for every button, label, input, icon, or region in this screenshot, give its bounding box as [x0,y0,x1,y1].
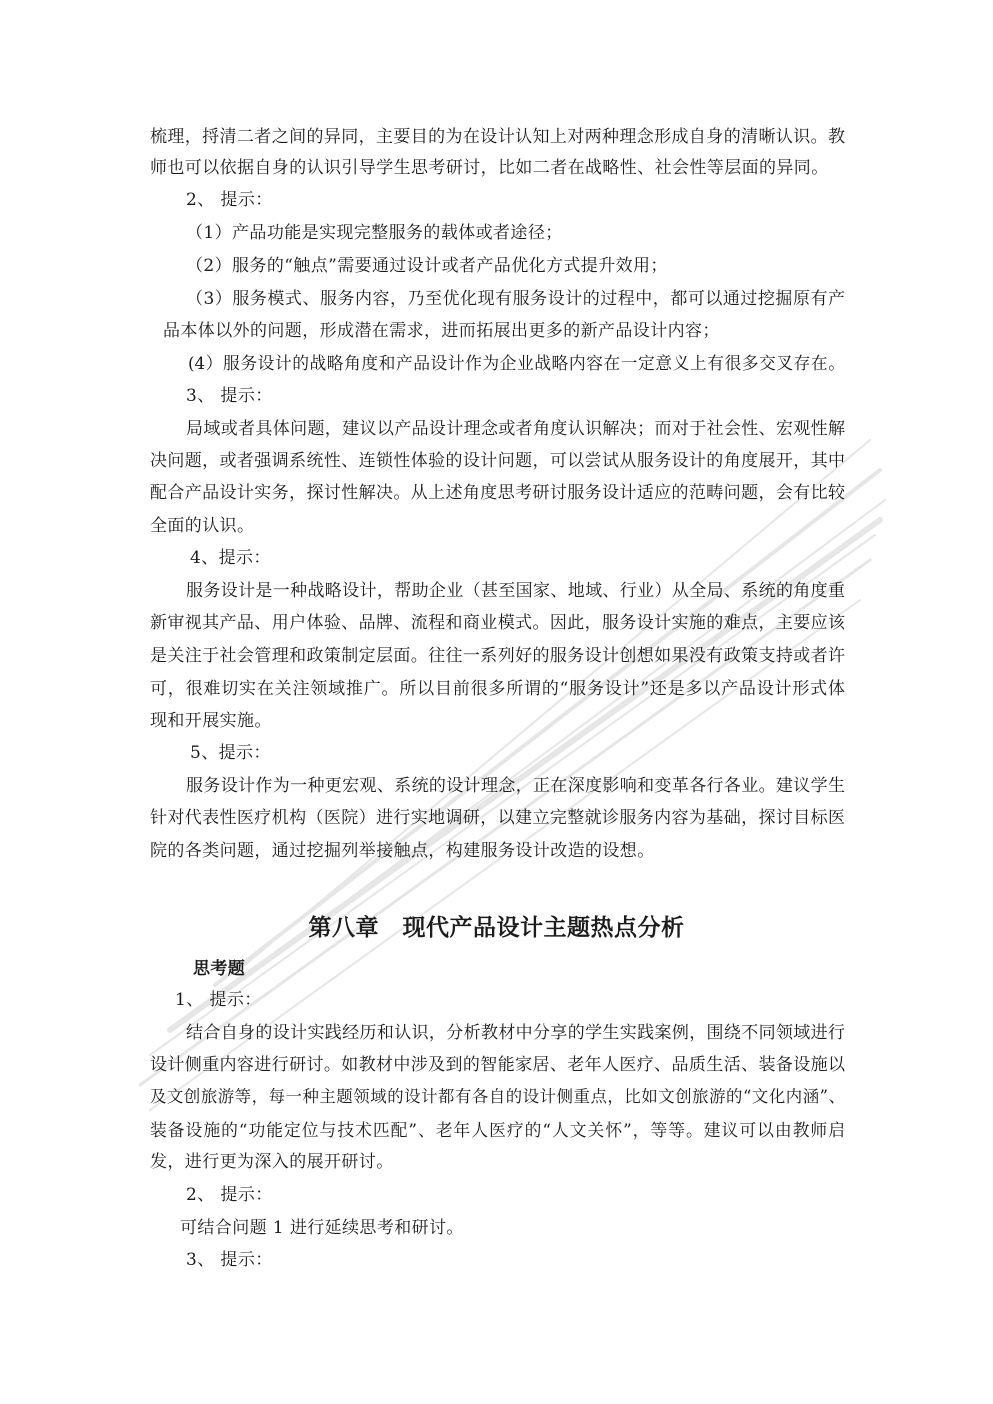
paragraph-line: 决问题，或者强调系统性、连锁性体验的设计问题，可以尝试从服务设计的角度展开，其中 [150,451,845,471]
paragraph-line: 服务设计是一种战略设计，帮助企业（甚至国家、地域、行业）从全局、系统的角度重 [186,581,845,601]
paragraph-line: 梳理，捋清二者之间的异同，主要目的为在设计认知上对两种理念形成自身的清晰认识。教 [150,127,845,147]
hint-label: 1、 提示： [175,990,262,1010]
chapter-title: 第八章 现代产品设计主题热点分析 [308,914,685,941]
hint-label: 2、 提示： [186,1185,273,1205]
list-item-continuation: 品本体以外的问题，形成潜在需求，进而拓展出更多的新产品设计内容； [163,321,720,341]
list-item: （3）服务模式、服务内容，乃至优化现有服务设计的过程中，都可以通过挖掘原有产 [186,289,845,309]
list-item: (4）服务设计的战略角度和产品设计作为企业战略内容在一定意义上有很多交叉存在。 [188,353,845,373]
hint-label: 4、提示： [190,548,271,568]
paragraph-line: 配合产品设计实务，探讨性解决。从上述角度思考研讨服务设计适应的范畴问题，会有比较 [150,483,845,503]
paragraph-line: 发，进行更为深入的展开研讨。 [150,1152,394,1172]
paragraph-line: 是关注于社会管理和政策制定层面。往往一系列好的服务设计创想如果没有政策支持或者许 [150,646,845,666]
list-item: （1）产品功能是实现完整服务的载体或者途径； [186,223,563,243]
hint-label: 3、 提示： [186,386,273,406]
paragraph-line: 装备设施的“功能定位与技术匹配”、老年人医疗的“人文关怀”，等等。建议可以由教师启 [150,1120,845,1140]
paragraph-line: 全面的认识。 [150,516,255,536]
hint-label: 3、 提示： [186,1250,273,1270]
paragraph-line: 及文创旅游等，每一种主题领域的设计都有各自的设计侧重点，比如文创旅游的“文化内涵”、 [150,1087,845,1106]
paragraph-line: 局域或者具体问题，建议以产品设计理念或者角度认识解决；而对于社会性、宏观性解 [186,419,845,439]
paragraph-line: 现和开展实施。 [150,711,272,731]
paragraph-line: 服务设计作为一种更宏观、系统的设计理念，正在深度影响和变革各行各业。建议学生 [186,776,845,796]
paragraph-line: 师也可以依据自身的认识引导学生思考研讨，比如二者在战略性、社会性等层面的异同。 [150,158,829,178]
paragraph-line: 可，很难切实在关注领域推广。所以目前很多所谓的“服务设计”还是多以产品设计形式体 [150,679,845,699]
list-item: （2）服务的“触点”需要通过设计或者产品优化方式提升效用； [186,256,668,276]
paragraph-line: 可结合问题 1 进行延续思考和研讨。 [180,1218,464,1238]
paragraph-line: 针对代表性医疗机构（医院）进行实地调研，以建立完整就诊服务内容为基础，探讨目标医 [150,808,845,828]
paragraph-line: 新审视其产品、用户体验、品牌、流程和商业模式。因此，服务设计实施的难点，主要应该 [150,613,845,633]
paragraph-line: 设计侧重内容进行研讨。如教材中涉及到的智能家居、老年人医疗、品质生活、装备设施以 [150,1055,845,1075]
hint-label: 5、提示： [190,743,271,763]
hint-label: 2、 提示： [186,190,273,210]
section-heading: 思考题 [193,959,246,979]
paragraph-line: 院的各类问题，通过挖掘列举接触点，构建服务设计改造的设想。 [150,841,655,861]
paragraph-line: 结合自身的设计实践经历和认识，分析教材中分享的学生实践案例，围绕不同领域进行 [186,1023,845,1043]
